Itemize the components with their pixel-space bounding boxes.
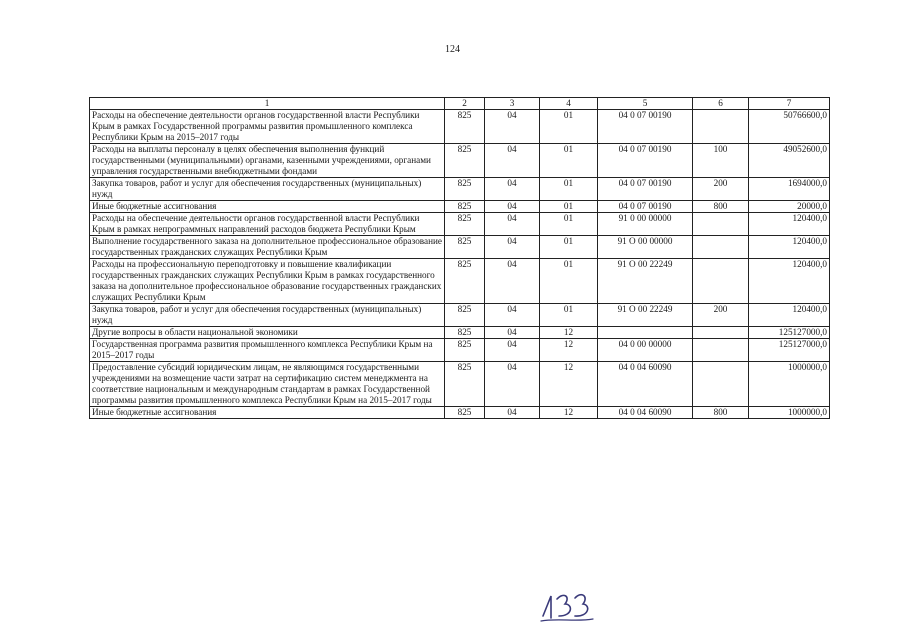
row-amount: 1000000,0 — [749, 407, 830, 419]
row-code-3: 04 — [485, 259, 540, 304]
row-code-4: 12 — [540, 362, 598, 407]
row-code-3: 04 — [485, 144, 540, 178]
row-code-4: 01 — [540, 213, 598, 236]
row-code-2: 825 — [445, 259, 485, 304]
row-amount: 50766600,0 — [749, 110, 830, 144]
row-amount: 125127000,0 — [749, 339, 830, 362]
row-code-6 — [693, 259, 749, 304]
row-description: Закупка товаров, работ и услуг для обеспечения государственных (муниципальных) нужд — [90, 304, 445, 327]
row-code-2: 825 — [445, 407, 485, 419]
row-description: Другие вопросы в области национальной экономики — [90, 327, 445, 339]
row-amount: 1000000,0 — [749, 362, 830, 407]
row-code-2: 825 — [445, 201, 485, 213]
table-body — [90, 110, 830, 419]
row-code-3: 04 — [485, 110, 540, 144]
row-code-4: 01 — [540, 144, 598, 178]
row-amount: 1694000,0 — [749, 178, 830, 201]
row-code-2: 825 — [445, 327, 485, 339]
row-amount: 49052600,0 — [749, 144, 830, 178]
row-code-5: 04 0 07 00190 — [598, 178, 693, 201]
row-code-5: 91 0 00 00000 — [598, 213, 693, 236]
row-description: Предоставление субсидий юридическим лицам, не являющимся государственными учреждениями на возмещение части затрат на сертификацию систем менеджмента на соответствие национальным и международным стандартам в рамках Государственной программы развития промышленного комплекса Республики Крым на 2015–2017 годы — [90, 362, 445, 407]
row-code-5: 91 О 00 22249 — [598, 259, 693, 304]
row-code-6 — [693, 339, 749, 362]
row-code-3: 04 — [485, 178, 540, 201]
row-code-4: 12 — [540, 339, 598, 362]
row-amount: 20000,0 — [749, 201, 830, 213]
row-code-5 — [598, 327, 693, 339]
row-code-2: 825 — [445, 144, 485, 178]
row-code-6 — [693, 110, 749, 144]
row-code-6 — [693, 327, 749, 339]
row-amount: 125127000,0 — [749, 327, 830, 339]
table-row — [90, 144, 830, 178]
row-code-4: 12 — [540, 327, 598, 339]
table-row — [90, 407, 830, 419]
row-code-5: 04 0 04 60090 — [598, 362, 693, 407]
row-description: Иные бюджетные ассигнования — [90, 201, 445, 213]
row-code-3: 04 — [485, 362, 540, 407]
row-amount: 120400,0 — [749, 259, 830, 304]
row-code-4: 01 — [540, 201, 598, 213]
row-code-3: 04 — [485, 201, 540, 213]
row-description: Расходы на обеспечение деятельности органов государственной власти Республики Крым в рамках непрограммных направлений расходов бюджета Республики Крым — [90, 213, 445, 236]
row-code-4: 01 — [540, 304, 598, 327]
row-code-2: 825 — [445, 362, 485, 407]
row-description: Иные бюджетные ассигнования — [90, 407, 445, 419]
row-amount: 120400,0 — [749, 304, 830, 327]
row-description: Расходы на выплаты персоналу в целях обеспечения выполнения функций государственными (муниципальными) органами, казенными учреждениями, органами управления государственными внебюджетными фондами — [90, 144, 445, 178]
table-row — [90, 259, 830, 304]
row-code-6: 800 — [693, 201, 749, 213]
row-code-4: 01 — [540, 178, 598, 201]
row-code-3: 04 — [485, 213, 540, 236]
header-row — [90, 98, 830, 110]
table-row — [90, 339, 830, 362]
column-header: 6 — [693, 98, 749, 110]
row-code-4: 12 — [540, 407, 598, 419]
handwritten-page-number-mark — [537, 586, 597, 626]
row-description: Закупка товаров, работ и услуг для обеспечения государственных (муниципальных) нужд — [90, 178, 445, 201]
table-header — [90, 98, 830, 110]
budget-table — [89, 97, 830, 419]
row-code-6: 800 — [693, 407, 749, 419]
row-code-5: 04 0 00 00000 — [598, 339, 693, 362]
row-description: Государственная программа развития промышленного комплекса Республики Крым на 2015–2017 годы — [90, 339, 445, 362]
row-amount: 120400,0 — [749, 213, 830, 236]
row-code-5: 04 0 07 00190 — [598, 144, 693, 178]
row-code-4: 01 — [540, 236, 598, 259]
row-code-5: 04 0 07 00190 — [598, 110, 693, 144]
row-code-3: 04 — [485, 407, 540, 419]
column-header: 7 — [749, 98, 830, 110]
table-row — [90, 362, 830, 407]
table-row — [90, 236, 830, 259]
row-code-2: 825 — [445, 304, 485, 327]
row-code-6: 200 — [693, 304, 749, 327]
table-row — [90, 327, 830, 339]
row-code-5: 04 0 04 60090 — [598, 407, 693, 419]
row-code-2: 825 — [445, 213, 485, 236]
row-description: Расходы на обеспечение деятельности органов государственной власти Республики Крым в рамках Государственной программы развития промышленного комплекса Республики Крым на 2015–2017 годы — [90, 110, 445, 144]
row-code-5: 91 О 00 22249 — [598, 304, 693, 327]
row-code-2: 825 — [445, 110, 485, 144]
row-code-4: 01 — [540, 110, 598, 144]
row-code-3: 04 — [485, 339, 540, 362]
column-header: 1 — [90, 98, 445, 110]
row-code-5: 04 0 07 00190 — [598, 201, 693, 213]
row-code-5: 91 О 00 00000 — [598, 236, 693, 259]
row-code-3: 04 — [485, 304, 540, 327]
row-code-3: 04 — [485, 236, 540, 259]
row-amount: 120400,0 — [749, 236, 830, 259]
column-header: 5 — [598, 98, 693, 110]
column-header: 2 — [445, 98, 485, 110]
row-code-6: 200 — [693, 178, 749, 201]
table-row — [90, 304, 830, 327]
table-row — [90, 213, 830, 236]
row-description: Расходы на профессиональную переподготовку и повышение квалификации государственных гражданских служащих Республики Крым в рамках государственного заказа на дополнительное профессиональное образование государственных гражданских служащих Республики Крым — [90, 259, 445, 304]
row-code-6 — [693, 236, 749, 259]
row-code-6: 100 — [693, 144, 749, 178]
table-row — [90, 178, 830, 201]
table-row — [90, 110, 830, 144]
row-code-2: 825 — [445, 339, 485, 362]
row-code-3: 04 — [485, 327, 540, 339]
column-header: 3 — [485, 98, 540, 110]
page-number: 124 — [445, 44, 460, 55]
row-code-6 — [693, 362, 749, 407]
row-code-4: 01 — [540, 259, 598, 304]
table-row — [90, 201, 830, 213]
row-code-6 — [693, 213, 749, 236]
column-header: 4 — [540, 98, 598, 110]
row-description: Выполнение государственного заказа на дополнительное профессиональное образование государственных гражданских служащих Республики Крым — [90, 236, 445, 259]
row-code-2: 825 — [445, 236, 485, 259]
row-code-2: 825 — [445, 178, 485, 201]
